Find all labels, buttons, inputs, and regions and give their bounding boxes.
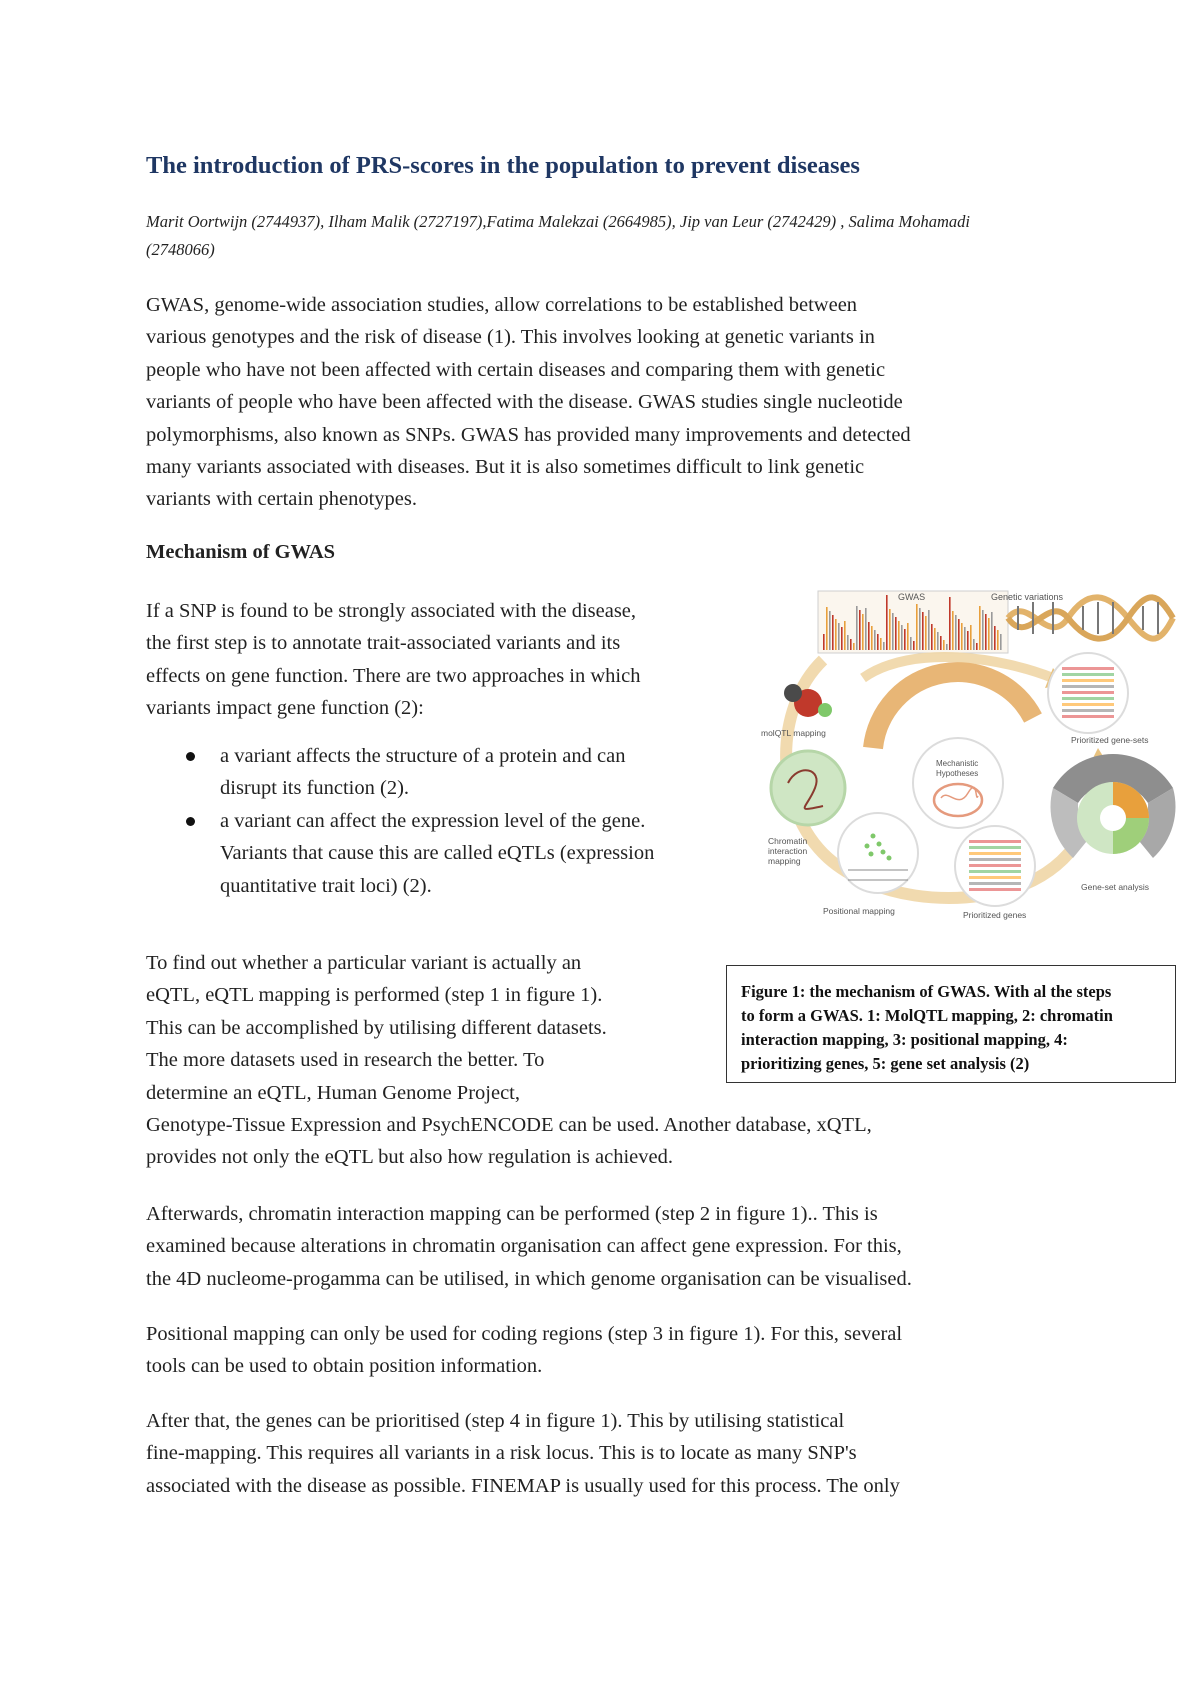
caption-line: interaction mapping, 3: positional mapping, 4: [741,1030,1068,1049]
caption-line: prioritizing genes, 5: gene set analysis (2) [741,1054,1030,1073]
gene-track [969,840,1021,843]
convergence-ring [873,672,1033,748]
text-line: eQTL, eQTL mapping is performed (step 1 in figure 1). [146,984,603,1007]
chromatin-label-1: Chromatin [768,836,808,846]
manhattan-bar [835,619,837,650]
gene-track [1062,679,1114,682]
gene-track [1062,667,1114,670]
text-line: effects on gene function. There are two approaches in which [146,664,641,687]
caption-line: Figure 1: the mechanism of GWAS. With al the steps [741,982,1112,1001]
gene-track [1062,715,1114,718]
gene-track [969,870,1021,873]
gene-track [1062,703,1114,706]
gene-track [969,858,1021,861]
gene-track [1062,673,1114,676]
manhattan-bar [853,643,855,650]
manhattan-bar [934,628,936,650]
gene-set-analysis-label: Gene-set analysis [1081,882,1150,892]
manhattan-bar [955,615,957,650]
manhattan-bar [877,634,879,650]
manhattan-bar [943,640,945,650]
manhattan-bar [970,625,972,650]
positional-circle [838,813,918,893]
manhattan-bar [868,622,870,650]
caption-line: to form a GWAS. 1: MolQTL mapping, 2: chromatin [741,1006,1113,1025]
manhattan-bar [931,624,933,650]
manhattan-bar [940,636,942,650]
manhattan-bar [874,630,876,650]
manhattan-bar [838,623,840,650]
manhattan-bar [952,611,954,650]
text-line: variants impact gene function (2): [146,697,424,720]
text-line: The more datasets used in research the better. To [146,1049,545,1072]
manhattan-bar [856,606,858,650]
manhattan-bar [994,626,996,650]
bullet-icon [186,752,195,761]
manhattan-bar [844,621,846,650]
gene-set-bars [1062,667,1114,718]
gene-track [969,864,1021,867]
manhattan-bar [901,625,903,650]
manhattan-bar [892,613,894,650]
manhattan-bar [916,604,918,650]
manhattan-bar [823,634,825,650]
intro-paragraph [146,289,911,516]
text-line: associated with the disease as possible. FINEMAP is usually used for this process. The only [146,1474,900,1497]
text-line: fine-mapping. This requires all variants in a risk locus. This is to locate as many SNP's [146,1442,857,1465]
mechanistic-label-2: Hypotheses [936,769,979,778]
manhattan-bar [1000,634,1002,650]
text-line: Afterwards, chromatin interaction mapping can be performed (step 2 in figure 1).. This is [146,1203,878,1225]
section-heading: Mechanism of GWAS [146,541,336,563]
manhattan-bar [913,641,915,650]
text-line: people who have not been affected with certain diseases and comparing them with genetic [146,358,886,381]
author-line: Marit Oortwijn (2744937), Ilham Malik (2727197),Fatima Malekzai (2664985), Jip van Leur (2742429) , Salima Mohamadi [146,212,970,231]
text-line: This can be accomplished by utilising different datasets. [146,1016,607,1039]
text-line: GWAS, genome-wide association studies, allow correlations to be established between [146,294,858,316]
manhattan-bar [907,623,909,650]
text-line: Variants that cause this are called eQTLs (expression [220,842,655,865]
manhattan-bar [832,615,834,650]
manhattan-bar [988,618,990,650]
manhattan-bar [919,608,921,650]
manhattan-bar [976,643,978,650]
gene-track [969,876,1021,879]
bullet-list [146,740,746,902]
text-line: the first step is to annotate trait-associated variants and its [146,632,621,655]
manhattan-bar [928,610,930,650]
manhattan-bar [826,607,828,650]
manhattan-bar [946,644,948,650]
manhattan-bar [829,611,831,650]
manhattan-bar [973,639,975,650]
text-line: If a SNP is found to be strongly associated with the disease, [146,600,637,622]
manhattan-bar [847,635,849,650]
manhattan-bar [922,612,924,650]
gene-track [969,888,1021,891]
text-line: To find out whether a particular variant is actually an [146,952,582,974]
manhattan-bar [862,614,864,650]
gene-track-bars [969,840,1021,891]
text-line: examined because alterations in chromatin organisation can affect gene expression. For this, [146,1235,902,1258]
chromatin-paragraph [146,1198,912,1295]
bullet-icon [186,817,195,826]
text-line: polymorphisms, also known as SNPs. GWAS has provided many improvements and detected [146,423,911,446]
text-line: a variant affects the structure of a protein and can [220,745,626,767]
gene-track [1062,691,1114,694]
positional-label: Positional mapping [823,906,895,916]
dna-helix-icon [1008,597,1173,638]
text-line: the 4D nucleome-progamma can be utilised, in which genome organisation can be visualised. [146,1267,912,1290]
text-line: disrupt its function (2). [220,777,410,800]
text-line: quantitative trait loci) (2). [220,874,432,897]
gene-track [969,882,1021,885]
manhattan-bar [997,630,999,650]
manhattan-bar [979,606,981,650]
manhattan-bar [895,617,897,650]
prioritise-paragraph [146,1405,900,1502]
manhattan-bar [985,614,987,650]
manhattan-bar [883,642,885,650]
manhattan-bar [925,616,927,650]
snp-paragraph [146,595,640,725]
manhattan-bar [886,595,888,650]
text-line: provides not only the eQTL but also how regulation is achieved. [146,1146,673,1169]
author-line: (2748066) [146,240,215,259]
convergence-label: CONVERGENCE [904,695,983,733]
manhattan-bar [871,626,873,650]
author-list [146,208,1066,264]
manhattan-bar [904,629,906,650]
manhattan-bar [949,597,951,650]
manhattan-bar [967,631,969,650]
document-title: The introduction of PRS-scores in the population to prevent diseases [146,152,860,179]
text-line: many variants associated with diseases. But it is also sometimes difficult to link genetic [146,456,865,479]
manhattan-bar [937,632,939,650]
manhattan-bar [964,627,966,650]
manhattan-bar [958,619,960,650]
text-line: a variant can affect the expression level of the gene. [220,809,646,832]
text-line: variants with certain phenotypes. [146,488,417,511]
gene-track [1062,709,1114,712]
text-line: Positional mapping can only be used for coding regions (step 3 in figure 1). For this, several [146,1323,903,1345]
positional-paragraph [146,1318,902,1383]
eqtl-paragraph [146,947,872,1174]
gene-track [1062,697,1114,700]
gwas-label: GWAS [898,592,926,602]
gene-track [1062,685,1114,688]
text-line: variants of people who have been affected with the disease. GWAS studies single nucleotide [146,391,903,414]
text-line: determine an eQTL, Human Genome Project, [146,1081,520,1104]
gene-track [969,852,1021,855]
gene-set-donut [1050,754,1175,858]
manhattan-bar [850,639,852,650]
manhattan-bar [859,610,861,650]
manhattan-bar [961,623,963,650]
text-line: tools can be used to obtain position information. [146,1355,543,1378]
manhattan-bar [910,637,912,650]
prioritized-gene-sets-label: Prioritized gene-sets [1071,735,1149,745]
chromatin-label-3: mapping [768,856,801,866]
gwas-mechanism-figure [753,588,1183,950]
genetic-variations-label: Genetic variations [991,592,1064,602]
chromatin-label-2: interaction [768,846,808,856]
manhattan-bar [841,627,843,650]
list-item [146,740,746,805]
manhattan-bar [982,610,984,650]
mechanistic-label-1: Mechanistic [936,759,979,768]
manhattan-bar [865,608,867,650]
manhattan-bar [991,612,993,650]
molqtl-label: molQTL mapping [761,728,826,738]
manhattan-bar [898,621,900,650]
gene-track [969,846,1021,849]
chromatin-circle [771,751,845,825]
list-item [146,805,746,902]
text-line: After that, the genes can be prioritised (step 4 in figure 1). This by utilising statistical [146,1410,845,1432]
text-line: various genotypes and the risk of disease (1). This involves looking at genetic variants in [146,326,875,349]
prioritized-genes-label: Prioritized genes [963,910,1027,920]
manhattan-bar [880,638,882,650]
text-line: Genotype-Tissue Expression and PsychENCODE can be used. Another database, xQTL, [146,1114,872,1137]
manhattan-bar [889,609,891,650]
